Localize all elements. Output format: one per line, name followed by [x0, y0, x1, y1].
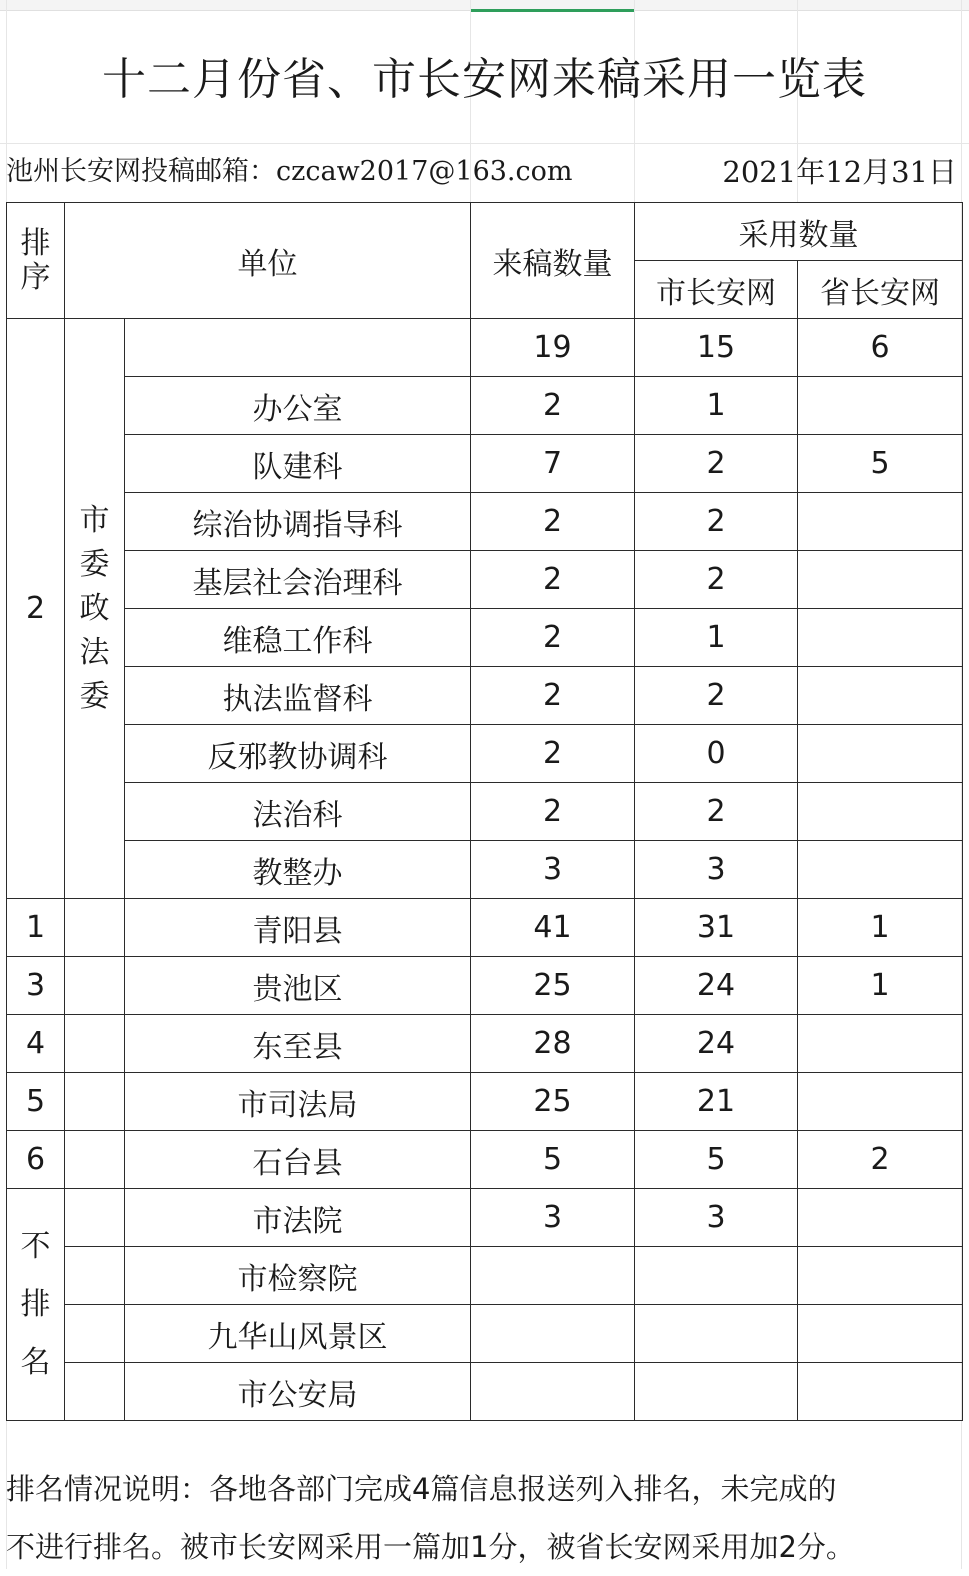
- submitted-cell: 2: [471, 551, 635, 609]
- province-cell: [798, 377, 963, 435]
- table-row: [7, 725, 963, 783]
- blank-cell: [65, 1305, 125, 1363]
- table-row: [7, 319, 963, 377]
- unranked-label: [7, 1189, 65, 1421]
- blank-cell: [65, 1131, 125, 1189]
- submitted-cell: 2: [471, 609, 635, 667]
- city-cell: 24: [635, 1015, 798, 1073]
- grid-line: [0, 143, 969, 144]
- submitted-cell: 2: [471, 783, 635, 841]
- submitted-cell: 3: [471, 841, 635, 899]
- table-row: [7, 957, 963, 1015]
- unit-cell: 青阳县: [125, 899, 471, 957]
- submission-email: 池州长安网投稿邮箱：czcaw2017@163.com: [6, 156, 573, 187]
- group-total-province: 6: [798, 319, 963, 377]
- province-cell: [798, 725, 963, 783]
- unit-cell: 执法监督科: [125, 667, 471, 725]
- table-row: [7, 1015, 963, 1073]
- table-row: [7, 783, 963, 841]
- blank-cell: [65, 1247, 125, 1305]
- header-city-net: 市长安网: [635, 261, 798, 319]
- blank-cell: [65, 899, 125, 957]
- ranking-note: [6, 1460, 962, 1576]
- table-row: [7, 1305, 963, 1363]
- province-cell: [798, 551, 963, 609]
- province-cell: [798, 493, 963, 551]
- submitted-cell: 3: [471, 1189, 635, 1247]
- city-cell: 24: [635, 957, 798, 1015]
- submitted-cell: 2: [471, 667, 635, 725]
- province-cell: [798, 841, 963, 899]
- city-cell: 2: [635, 667, 798, 725]
- table-row: [7, 493, 963, 551]
- province-cell: 5: [798, 435, 963, 493]
- province-cell: [798, 1363, 963, 1421]
- unit-cell: 东至县: [125, 1015, 471, 1073]
- blank-cell: [65, 1073, 125, 1131]
- submitted-cell: 25: [471, 957, 635, 1015]
- blank-cell: [65, 1189, 125, 1247]
- rank-cell: 4: [7, 1015, 65, 1073]
- rank-cell: 3: [7, 957, 65, 1015]
- table-row: [7, 1131, 963, 1189]
- group-total-unit: [125, 319, 471, 377]
- province-cell: [798, 1073, 963, 1131]
- header-province-net: 省长安网: [798, 261, 963, 319]
- unit-cell: 基层社会治理科: [125, 551, 471, 609]
- unranked-label-text: 不排名: [20, 1228, 51, 1380]
- city-cell: 5: [635, 1131, 798, 1189]
- group-total-submitted: 19: [471, 319, 635, 377]
- province-cell: 1: [798, 957, 963, 1015]
- province-cell: 2: [798, 1131, 963, 1189]
- city-cell: 2: [635, 435, 798, 493]
- blank-cell: [65, 1015, 125, 1073]
- city-cell: 2: [635, 551, 798, 609]
- unit-cell: 市司法局: [125, 1073, 471, 1131]
- unit-cell: 石台县: [125, 1131, 471, 1189]
- city-cell: 1: [635, 377, 798, 435]
- province-cell: [798, 609, 963, 667]
- submitted-cell: 2: [471, 725, 635, 783]
- header-rank: [7, 203, 65, 319]
- rank-cell: 1: [7, 899, 65, 957]
- header-adopted: 采用数量: [635, 203, 963, 261]
- report-date: 2021年12月31日: [722, 155, 957, 189]
- city-cell: 3: [635, 841, 798, 899]
- page-title: 十二月份省、市长安网来稿采用一览表: [102, 54, 867, 105]
- header-unit: 单位: [65, 203, 471, 319]
- city-cell: 2: [635, 493, 798, 551]
- unit-cell: 综治协调指导科: [125, 493, 471, 551]
- header-submitted: 来稿数量: [471, 203, 635, 319]
- province-cell: [798, 667, 963, 725]
- table-row: [7, 1247, 963, 1305]
- city-cell: 3: [635, 1189, 798, 1247]
- city-cell: [635, 1363, 798, 1421]
- unit-cell: 贵池区: [125, 957, 471, 1015]
- submitted-cell: [471, 1305, 635, 1363]
- city-cell: 2: [635, 783, 798, 841]
- province-cell: [798, 1305, 963, 1363]
- unit-cell: 市检察院: [125, 1247, 471, 1305]
- city-cell: 21: [635, 1073, 798, 1131]
- table-row: [7, 1189, 963, 1247]
- submitted-cell: 5: [471, 1131, 635, 1189]
- rank-cell: 6: [7, 1131, 65, 1189]
- city-cell: [635, 1247, 798, 1305]
- active-column-indicator: [470, 0, 634, 12]
- unit-cell: 办公室: [125, 377, 471, 435]
- city-cell: 1: [635, 609, 798, 667]
- province-cell: 1: [798, 899, 963, 957]
- header-rank-text: 排序: [20, 225, 51, 295]
- submitted-cell: 7: [471, 435, 635, 493]
- submitted-cell: 2: [471, 493, 635, 551]
- unit-cell: 市公安局: [125, 1363, 471, 1421]
- submitted-cell: [471, 1247, 635, 1305]
- city-cell: 31: [635, 899, 798, 957]
- submitted-cell: [471, 1363, 635, 1421]
- adoption-table: [6, 202, 963, 1421]
- table-row: [7, 609, 963, 667]
- unit-cell: 维稳工作科: [125, 609, 471, 667]
- group-rank: 2: [7, 319, 65, 899]
- blank-cell: [65, 1363, 125, 1421]
- ranking-note-line: 排名情况说明：各地各部门完成4篇信息报送列入排名，未完成的: [6, 1472, 837, 1506]
- table-row: [7, 377, 963, 435]
- table-row: [7, 1073, 963, 1131]
- group-name: [65, 319, 125, 899]
- unit-cell: 教整办: [125, 841, 471, 899]
- rank-cell: 5: [7, 1073, 65, 1131]
- group-total-city: 15: [635, 319, 798, 377]
- city-cell: [635, 1305, 798, 1363]
- unit-cell: 反邪教协调科: [125, 725, 471, 783]
- province-cell: [798, 1247, 963, 1305]
- table-row: [7, 1363, 963, 1421]
- table-row: [7, 667, 963, 725]
- province-cell: [798, 1189, 963, 1247]
- unit-cell: 队建科: [125, 435, 471, 493]
- province-cell: [798, 1015, 963, 1073]
- city-cell: 0: [635, 725, 798, 783]
- submitted-cell: 28: [471, 1015, 635, 1073]
- province-cell: [798, 783, 963, 841]
- unit-cell: 市法院: [125, 1189, 471, 1247]
- table-row: [7, 841, 963, 899]
- submitted-cell: 25: [471, 1073, 635, 1131]
- group-name-text: 市委政法委: [79, 502, 110, 714]
- submitted-cell: 2: [471, 377, 635, 435]
- unit-cell: 法治科: [125, 783, 471, 841]
- ranking-note-line: 不进行排名。被市长安网采用一篇加1分，被省长安网采用加2分。: [6, 1530, 855, 1564]
- blank-cell: [65, 957, 125, 1015]
- table-row: [7, 435, 963, 493]
- table-row: [7, 551, 963, 609]
- submitted-cell: 41: [471, 899, 635, 957]
- unit-cell: 九华山风景区: [125, 1305, 471, 1363]
- table-row: [7, 899, 963, 957]
